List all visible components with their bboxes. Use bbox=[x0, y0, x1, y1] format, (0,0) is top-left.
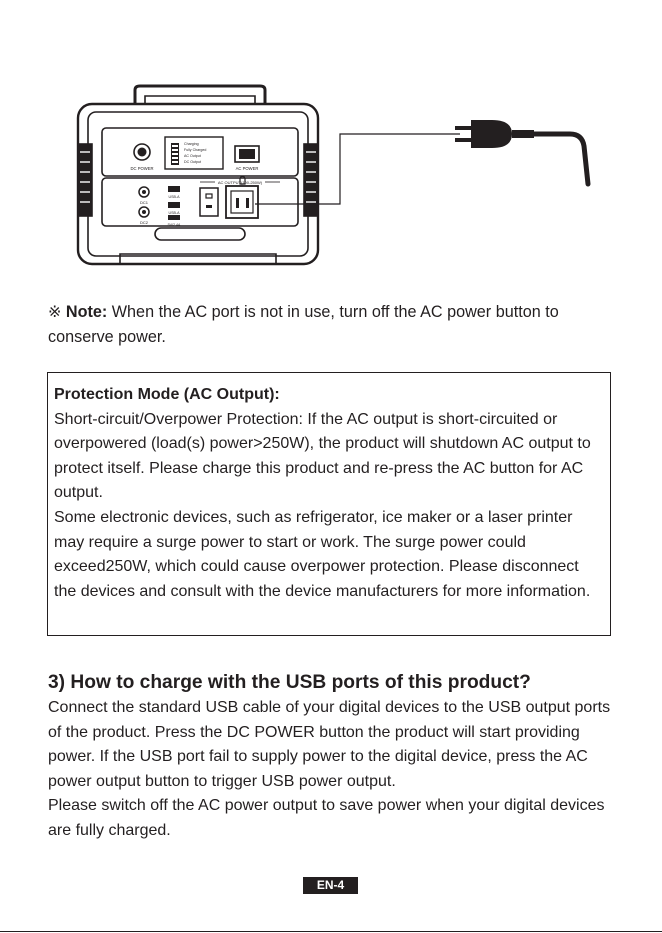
note-paragraph bbox=[48, 300, 618, 350]
svg-text:DC Output: DC Output bbox=[184, 160, 201, 164]
protection-mode-paragraph-1: Short-circuit/Overpower Protection: If the AC output is short-circuited or overpowered (load(s) power>250W), the product will shutdown AC output to protect itself. Please charge this product and re-press the AC button for AC output. bbox=[54, 410, 591, 502]
svg-text:5V/2.4A: 5V/2.4A bbox=[167, 223, 181, 227]
note-label: Note: bbox=[65, 303, 108, 321]
dc-input-ports bbox=[139, 187, 149, 225]
svg-text:DC1: DC1 bbox=[139, 200, 149, 205]
note-text: When the AC port is not in use, turn off the AC power button to conserve power. bbox=[48, 303, 559, 346]
svg-text:AC Output: AC Output bbox=[184, 154, 201, 158]
note-mark: ※ bbox=[48, 304, 62, 321]
section-3-paragraph-1: Connect the standard USB cable of your digital devices to the USB output ports of the product. Press the DC POWER button the product will start providing power. If the USB port fail to supply power to the digital device, press the AC power output button to trigger USB power output. bbox=[48, 699, 611, 790]
svg-text:AC OUTPUT(100-250W): AC OUTPUT(100-250W) bbox=[217, 180, 263, 185]
section-3-title: 3) How to charge with the USB ports of this product? bbox=[48, 672, 531, 693]
ac-outlets bbox=[200, 177, 280, 219]
usb-ports bbox=[168, 186, 181, 227]
dc-power-button bbox=[130, 144, 153, 171]
svg-text:Charging: Charging bbox=[184, 142, 199, 146]
svg-text:DC2: DC2 bbox=[139, 220, 149, 225]
svg-text:AC POWER: AC POWER bbox=[235, 166, 259, 171]
protection-mode-box bbox=[47, 372, 611, 636]
ac-power-switch bbox=[235, 146, 259, 171]
callout-line bbox=[255, 134, 460, 204]
svg-text:DC POWER: DC POWER bbox=[130, 166, 154, 171]
svg-text:USB-A: USB-A bbox=[168, 195, 180, 199]
section-3-paragraph-2: Please switch off the AC power output to save power when your digital devices are fully charged. bbox=[48, 797, 605, 839]
protection-mode-title: Protection Mode (AC Output): bbox=[54, 386, 280, 403]
page-number-badge: EN-4 bbox=[303, 877, 358, 894]
power-station-body bbox=[78, 86, 318, 264]
svg-text:USB-A: USB-A bbox=[168, 211, 180, 215]
protection-mode-paragraph-2: Some electronic devices, such as refrigerator, ice maker or a laser printer may require a surge power to start or work. The surge power could exceed250W, which could cause overpower protection. Please disconnect the devices and consult with the device manufacturers for more information. bbox=[54, 508, 591, 600]
section-3-body bbox=[48, 696, 623, 843]
power-station-illustration bbox=[60, 82, 610, 292]
lcd-display bbox=[165, 137, 223, 169]
ac-plug-icon bbox=[455, 120, 588, 184]
page-bottom-rule bbox=[0, 931, 662, 932]
svg-text:Fully Charged: Fully Charged bbox=[184, 148, 207, 152]
